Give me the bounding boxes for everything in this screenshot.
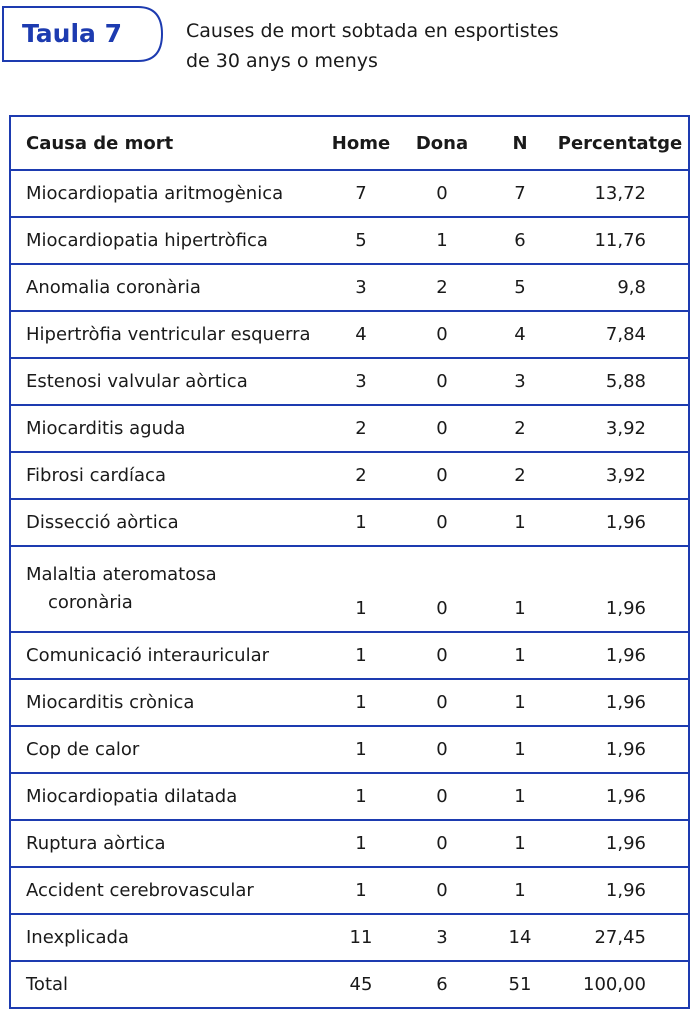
cell-percentatge: 1,96 — [552, 726, 689, 773]
cell-percentatge: 13,72 — [552, 170, 689, 217]
cell-n: 1 — [488, 773, 552, 820]
cell-dona: 0 — [396, 311, 488, 358]
table-header-row — [10, 116, 689, 170]
cell-home: 1 — [326, 632, 396, 679]
cell-causa: Inexplicada — [10, 914, 326, 961]
col-header-home: Home — [326, 116, 396, 170]
cell-home: 1 — [326, 546, 396, 632]
cell-causa: Miocardiopatia aritmogènica — [10, 170, 326, 217]
cell-percentatge: 1,96 — [552, 546, 689, 632]
cell-home: 2 — [326, 452, 396, 499]
cell-percentatge: 27,45 — [552, 914, 689, 961]
cell-percentatge: 3,92 — [552, 405, 689, 452]
cell-home: 5 — [326, 217, 396, 264]
table-row — [10, 358, 689, 405]
cell-n: 1 — [488, 726, 552, 773]
cell-dona: 0 — [396, 726, 488, 773]
cell-home: 1 — [326, 773, 396, 820]
cell-dona: 6 — [396, 961, 488, 1008]
cell-home: 1 — [326, 679, 396, 726]
col-header-dona: Dona — [396, 116, 488, 170]
cell-n: 1 — [488, 632, 552, 679]
table-row — [10, 546, 689, 632]
cell-dona: 0 — [396, 405, 488, 452]
table-row — [10, 264, 689, 311]
cell-percentatge: 1,96 — [552, 773, 689, 820]
cell-percentatge: 7,84 — [552, 311, 689, 358]
cell-percentatge: 1,96 — [552, 679, 689, 726]
table-row — [10, 452, 689, 499]
cell-causa: Miocardiopatia hipertròfica — [10, 217, 326, 264]
cell-causa: Cop de calor — [10, 726, 326, 773]
table-row — [10, 914, 689, 961]
cell-causa: Miocarditis aguda — [10, 405, 326, 452]
table-row — [10, 217, 689, 264]
cell-n: 2 — [488, 405, 552, 452]
cell-dona: 0 — [396, 452, 488, 499]
cell-causa: Dissecció aòrtica — [10, 499, 326, 546]
table-row — [10, 311, 689, 358]
cell-percentatge: 1,96 — [552, 499, 689, 546]
cell-dona: 3 — [396, 914, 488, 961]
cell-n: 1 — [488, 499, 552, 546]
cell-percentatge: 3,92 — [552, 452, 689, 499]
table-label — [2, 6, 164, 62]
cell-percentatge: 11,76 — [552, 217, 689, 264]
table-row — [10, 405, 689, 452]
cell-n: 2 — [488, 452, 552, 499]
cell-percentatge: 5,88 — [552, 358, 689, 405]
cell-causa: Fibrosi cardíaca — [10, 452, 326, 499]
table-row — [10, 499, 689, 546]
col-header-causa: Causa de mort — [10, 116, 326, 170]
table-caption — [186, 16, 559, 76]
cell-causa: Total — [10, 961, 326, 1008]
col-header-percentatge: Percentatge — [552, 116, 689, 170]
table-body — [10, 170, 689, 1008]
cell-dona: 0 — [396, 632, 488, 679]
cell-n: 1 — [488, 546, 552, 632]
cell-causa-line-1: Malaltia ateromatosa — [26, 564, 217, 585]
cell-causa-line-2: coronària — [48, 592, 133, 613]
cell-dona: 0 — [396, 546, 488, 632]
cell-percentatge: 1,96 — [552, 820, 689, 867]
cell-home: 1 — [326, 726, 396, 773]
cell-dona: 0 — [396, 867, 488, 914]
cell-home: 3 — [326, 358, 396, 405]
cell-causa: Hipertròfia ventricular esquerra — [10, 311, 326, 358]
cell-n: 1 — [488, 867, 552, 914]
cell-home: 11 — [326, 914, 396, 961]
cell-n: 4 — [488, 311, 552, 358]
table-label-text: Taula 7 — [21, 19, 123, 48]
cell-causa: Comunicació interauricular — [10, 632, 326, 679]
cell-dona: 0 — [396, 679, 488, 726]
cell-dona: 0 — [396, 773, 488, 820]
cell-home: 2 — [326, 405, 396, 452]
cell-causa: Ruptura aòrtica — [10, 820, 326, 867]
table-row — [10, 632, 689, 679]
cell-percentatge: 100,00 — [552, 961, 689, 1008]
table-row — [10, 773, 689, 820]
cell-causa: Miocarditis crònica — [10, 679, 326, 726]
cell-dona: 2 — [396, 264, 488, 311]
col-header-n: N — [488, 116, 552, 170]
cell-n: 5 — [488, 264, 552, 311]
cell-n: 51 — [488, 961, 552, 1008]
caption-line-2: de 30 anys o menys — [186, 50, 378, 72]
cell-n: 1 — [488, 820, 552, 867]
cell-n: 1 — [488, 679, 552, 726]
cell-causa: Anomalia coronària — [10, 264, 326, 311]
cell-home: 1 — [326, 820, 396, 867]
cell-dona: 0 — [396, 499, 488, 546]
cell-n: 3 — [488, 358, 552, 405]
cell-causa: Miocardiopatia dilatada — [10, 773, 326, 820]
cell-causa: Estenosi valvular aòrtica — [10, 358, 326, 405]
caption-line-1: Causes de mort sobtada en esportistes — [186, 20, 559, 42]
cell-n: 14 — [488, 914, 552, 961]
table-row — [10, 726, 689, 773]
cell-percentatge: 9,8 — [552, 264, 689, 311]
table-row — [10, 867, 689, 914]
cell-percentatge: 1,96 — [552, 867, 689, 914]
table-row — [10, 679, 689, 726]
cell-home: 1 — [326, 499, 396, 546]
causes-table — [9, 115, 690, 1009]
cell-n: 7 — [488, 170, 552, 217]
cell-home: 3 — [326, 264, 396, 311]
cell-home: 45 — [326, 961, 396, 1008]
cell-n: 6 — [488, 217, 552, 264]
cell-causa: Accident cerebrovascular — [10, 867, 326, 914]
cell-dona: 1 — [396, 217, 488, 264]
table-row — [10, 170, 689, 217]
cell-percentatge: 1,96 — [552, 632, 689, 679]
cell-home: 7 — [326, 170, 396, 217]
cell-dona: 0 — [396, 820, 488, 867]
cell-home: 1 — [326, 867, 396, 914]
cell-home: 4 — [326, 311, 396, 358]
table-row — [10, 820, 689, 867]
cell-dona: 0 — [396, 170, 488, 217]
cell-causa — [10, 546, 326, 632]
table-total-row — [10, 961, 689, 1008]
cell-dona: 0 — [396, 358, 488, 405]
